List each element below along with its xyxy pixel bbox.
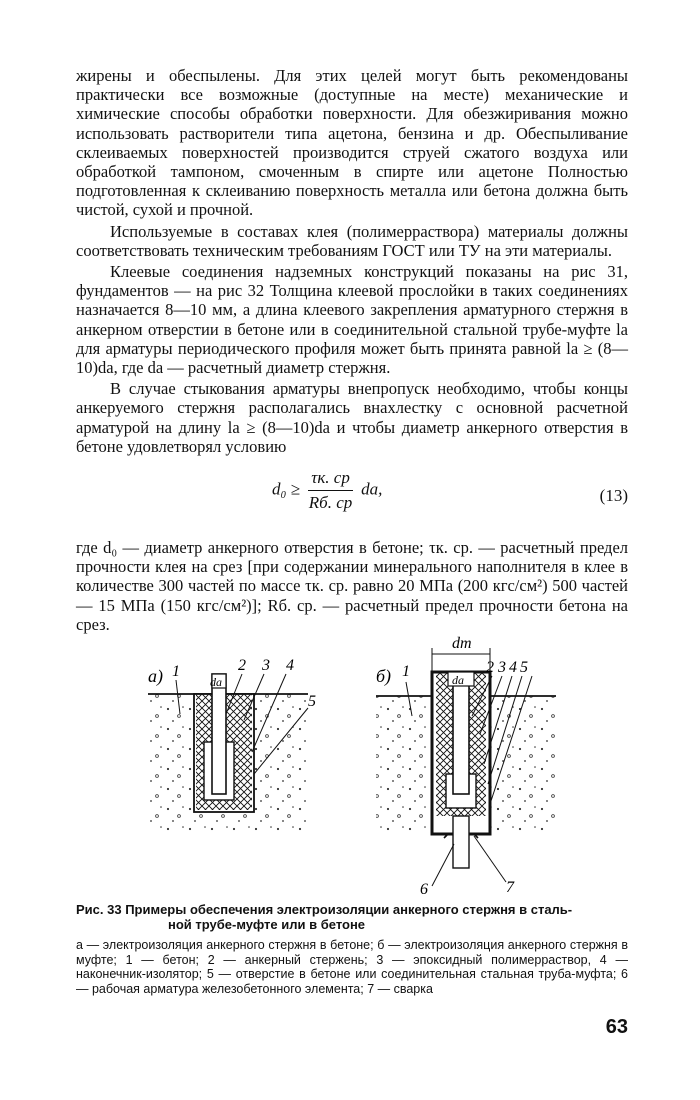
diagram-a xyxy=(148,657,316,832)
formula-denominator: Rб. ср xyxy=(308,493,353,513)
diagram-b xyxy=(376,635,556,894)
rebar-b xyxy=(453,816,469,868)
label-a: а) xyxy=(148,666,163,686)
num-a-3: 3 xyxy=(262,657,270,674)
bar-a xyxy=(212,674,226,794)
formula-lhs: d₀ ≥ xyxy=(272,479,300,499)
bar-b xyxy=(453,672,469,794)
body-text xyxy=(76,66,628,634)
label-b: б) xyxy=(376,666,392,686)
formula-rhs: dа, xyxy=(361,479,383,499)
paragraph-after-formula: где d₀ — диаметр анкерного отверстия в бетоне; τк. ср. — расчетный предел прочности клея на срез [при содержании минерального наполнителя в клее в количестве 300 частей по массе τк. ср. равно 20 МПа (200 кгс/см²) 500 частей — 15 МПа (150 кгс/см²)]; Rб. ср. — расчетный предел прочности бетона на срез. xyxy=(76,538,628,634)
formula-fraction xyxy=(308,468,353,513)
paragraph-4: В случае стыкования арматуры внепропуск необходимо, чтобы концы анкеруемого стержня располагались внахлестку с основной расчетной арматурой на длину lа ≥ (8—10)dа и чтобы диаметр анкерного отверстия в бетоне удовлетворял условию xyxy=(76,379,628,456)
num-a-4: 4 xyxy=(286,657,294,674)
num-b-2: 2 xyxy=(486,659,494,676)
page-number: 63 xyxy=(605,1016,628,1038)
figure-caption-legend: а — электроизоляция анкерного стержня в бетоне; б — электроизоляция анкерного стержня в муфте; 1 — бетон; 2 — анкерный стержень; 3 — эпоксидный полимерраствор, 4 — наконечник-изолятор; 5 — отверстие в бетоне или соединительная стальная труба-муфта; 6 — рабочая арматура железобетонного элемента; 7 — сварка xyxy=(76,938,628,996)
paragraph-3: Клеевые соединения надземных конструкций показаны на рис 31, фундаментов — на рис 32 Толщина клеевой прослойки в таких соединениях назначается 8—10 мм, а длина клеевого закрепления арматурного стержня в анкерном отверстии в бетоне или в соединительной стальной трубе-муфте lа для арматуры периодического профиля может быть принята равной lа ≥ (8—10)dа, где dа — расчетный диаметр стержня. xyxy=(76,262,628,378)
num-b-5: 5 xyxy=(520,659,528,676)
figure-diagram xyxy=(76,624,628,894)
paragraph-1: жирены и обеспылены. Для этих целей могут быть рекомендованы практически все возможные (доступные на месте) механические и химические способы обработки поверхности. Для обезжиривания можно использовать растворители типа ацетона, бензина и др. Обеспыливание склеиваемых поверхностей производится струей сжатого воздуха или обработкой тампоном, смоченным в спирте или ацетоне Полностью подготовленная к склеиванию поверхность металла или бетона должна быть чистой, сухой и прочной. xyxy=(76,66,628,220)
num-b-3: 3 xyxy=(498,659,506,676)
num-a-2: 2 xyxy=(238,657,246,674)
num-a-1: 1 xyxy=(172,663,180,680)
paragraph-2: Используемые в составах клея (полимерраствора) материалы должны соответствовать техническим требованиям ГОСТ или ТУ на эти материалы. xyxy=(76,221,628,260)
formula-13 xyxy=(76,464,628,528)
formula-numerator: τк. ср xyxy=(308,468,353,491)
num-b-1: 1 xyxy=(402,663,410,680)
figure-33 xyxy=(76,624,628,894)
num-b-6: 6 xyxy=(420,881,428,894)
figure-caption-title xyxy=(76,902,636,932)
num-a-5: 5 xyxy=(308,693,316,710)
num-b-4: 4 xyxy=(509,659,517,676)
dt-label: dт xyxy=(452,635,472,652)
da-label-b: dа xyxy=(452,673,464,687)
formula-expression xyxy=(272,468,382,513)
formula-number: (13) xyxy=(599,486,628,506)
caption-title-line-2: ной трубе-муфте или в бетоне xyxy=(168,917,366,932)
da-label-a: dа xyxy=(210,675,222,689)
num-b-7: 7 xyxy=(506,879,514,894)
caption-title-line-1: Рис. 33 Примеры обеспечения электроизоляции анкерного стержня в сталь- xyxy=(76,902,573,917)
